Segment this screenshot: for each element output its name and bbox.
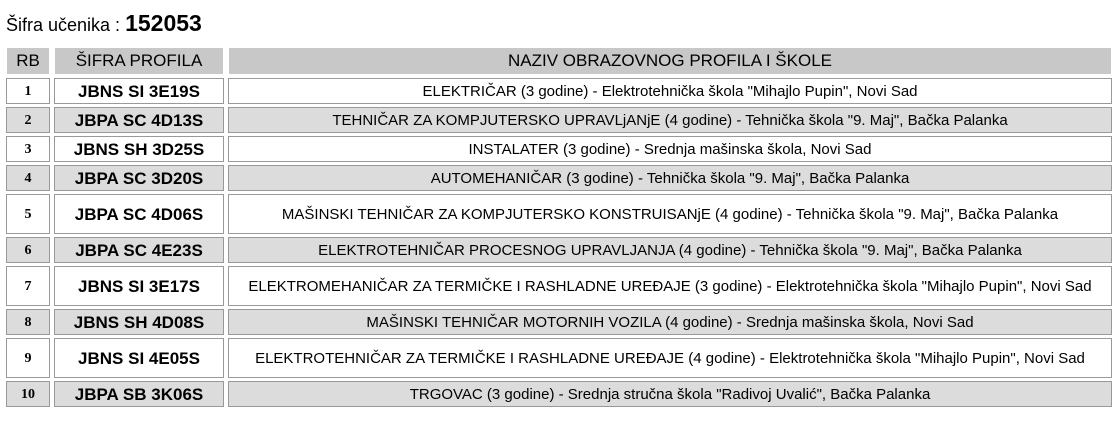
row-rb: 6 xyxy=(6,237,50,263)
row-naziv: ELEKTROMEHANIČAR ZA TERMIČKE I RASHLADNE UREĐAJE (3 godine) - Elektrotehnička škola "Mihajlo Pupin", Novi Sad xyxy=(228,266,1112,306)
row-rb: 4 xyxy=(6,165,50,191)
table-row xyxy=(6,266,1112,306)
profiles-table xyxy=(2,44,1116,410)
row-naziv: TEHNIČAR ZA KOMPJUTERSKO UPRAVLjANjE (4 godine) - Tehnička škola "9. Maj", Bačka Palanka xyxy=(228,107,1112,133)
row-sifra: JBPA SC 4D06S xyxy=(54,194,224,234)
row-naziv: ELEKTRIČAR (3 godine) - Elektrotehnička škola "Mihajlo Pupin", Novi Sad xyxy=(228,78,1112,104)
row-sifra: JBNS SH 4D08S xyxy=(54,309,224,335)
col-rb: RB xyxy=(6,47,50,75)
table-row xyxy=(6,381,1112,407)
row-rb: 3 xyxy=(6,136,50,162)
row-naziv: INSTALATER (3 godine) - Srednja mašinska škola, Novi Sad xyxy=(228,136,1112,162)
row-sifra: JBNS SI 4E05S xyxy=(54,338,224,378)
table-row xyxy=(6,194,1112,234)
table-row xyxy=(6,237,1112,263)
row-naziv: ELEKTROTEHNIČAR ZA TERMIČKE I RASHLADNE UREĐAJE (4 godine) - Elektrotehnička škola "Mihajlo Pupin", Novi Sad xyxy=(228,338,1112,378)
row-rb: 7 xyxy=(6,266,50,306)
col-sifra: ŠIFRA PROFILA xyxy=(54,47,224,75)
table-row xyxy=(6,309,1112,335)
row-naziv: TRGOVAC (3 godine) - Srednja stručna škola "Radivoj Uvalić", Bačka Palanka xyxy=(228,381,1112,407)
row-naziv: MAŠINSKI TEHNIČAR MOTORNIH VOZILA (4 godine) - Srednja mašinska škola, Novi Sad xyxy=(228,309,1112,335)
row-rb: 9 xyxy=(6,338,50,378)
row-naziv: ELEKTROTEHNIČAR PROCESNOG UPRAVLJANJA (4 godine) - Tehnička škola "9. Maj", Bačka Palanka xyxy=(228,237,1112,263)
table-body xyxy=(6,78,1112,407)
row-rb: 10 xyxy=(6,381,50,407)
row-sifra: JBNS SI 3E17S xyxy=(54,266,224,306)
student-code xyxy=(6,10,202,37)
student-code-label: Šifra učenika : xyxy=(6,15,121,35)
row-rb: 2 xyxy=(6,107,50,133)
table-row xyxy=(6,136,1112,162)
row-rb: 8 xyxy=(6,309,50,335)
row-naziv: AUTOMEHANIČAR (3 godine) - Tehnička škola "9. Maj", Bačka Palanka xyxy=(228,165,1112,191)
row-sifra: JBNS SI 3E19S xyxy=(54,78,224,104)
row-sifra: JBPA SB 3K06S xyxy=(54,381,224,407)
row-rb: 1 xyxy=(6,78,50,104)
row-sifra: JBNS SH 3D25S xyxy=(54,136,224,162)
table-row xyxy=(6,338,1112,378)
student-code-value: 152053 xyxy=(125,10,202,36)
table-row xyxy=(6,78,1112,104)
row-sifra: JBPA SC 4E23S xyxy=(54,237,224,263)
row-naziv: MAŠINSKI TEHNIČAR ZA KOMPJUTERSKO KONSTRUISANjE (4 godine) - Tehnička škola "9. Maj", Bačka Palanka xyxy=(228,194,1112,234)
col-naziv: NAZIV OBRAZOVNOG PROFILA I ŠKOLE xyxy=(228,47,1112,75)
row-sifra: JBPA SC 3D20S xyxy=(54,165,224,191)
table-row xyxy=(6,107,1112,133)
row-sifra: JBPA SC 4D13S xyxy=(54,107,224,133)
table-row xyxy=(6,165,1112,191)
row-rb: 5 xyxy=(6,194,50,234)
